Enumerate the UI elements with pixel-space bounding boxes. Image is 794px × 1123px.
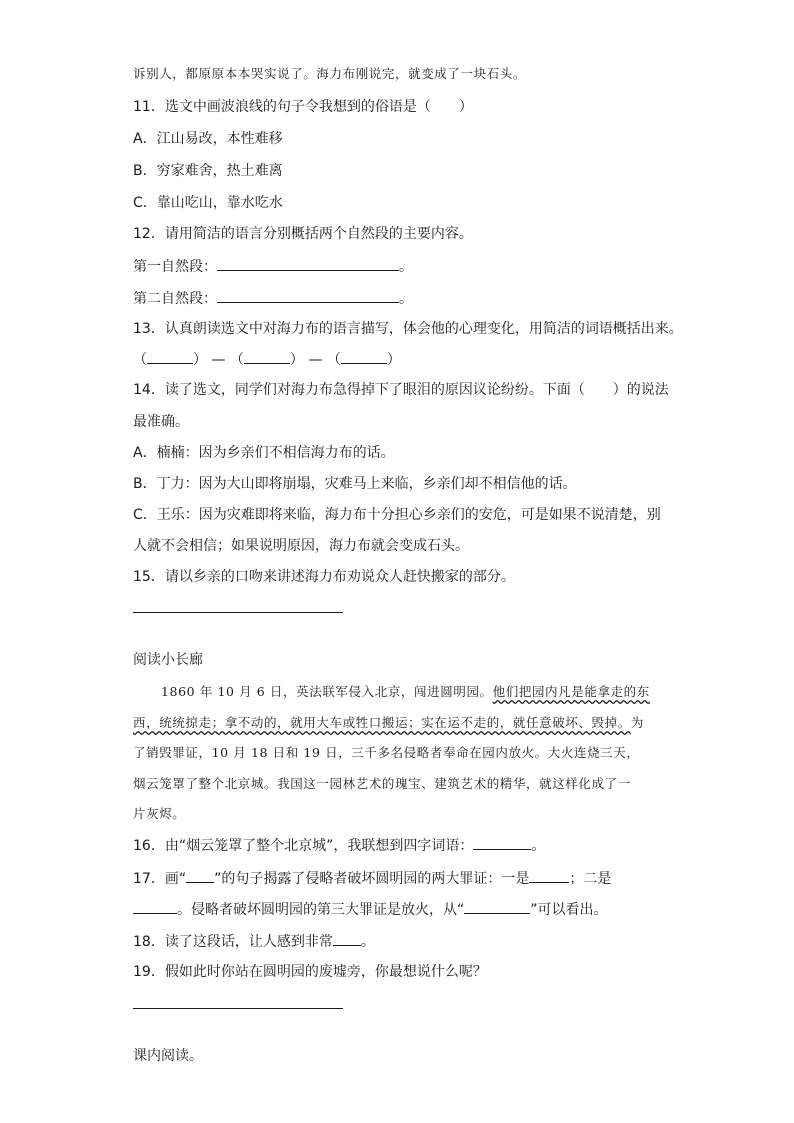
q16-blank[interactable] bbox=[473, 835, 531, 850]
q12-paragraph-1-label: 第一自然段： bbox=[133, 259, 217, 275]
q13-answer-row bbox=[133, 349, 401, 370]
q12-paragraph-2-end: 。 bbox=[399, 291, 413, 307]
q12-stem: 12．请用简洁的语言分别概括两个自然段的主要内容。 bbox=[133, 226, 473, 242]
q17-part-1: 17．画“ bbox=[133, 871, 187, 887]
q17-part-3: ；二是 bbox=[569, 871, 612, 887]
q18-row bbox=[133, 931, 375, 952]
q15-stem: 15．请以乡亲的口吻来讲述海力布劝说众人赶快搬家的部分。 bbox=[133, 569, 515, 585]
reading-passage-line-4: 烟云笼罩了整个北京城。我国这一园林艺术的瑰宝、建筑艺术的精华，就这样化成了一 bbox=[133, 776, 631, 791]
q17-blank-marker[interactable] bbox=[186, 868, 214, 883]
q19-answer-line[interactable] bbox=[133, 1008, 343, 1009]
q12-paragraph-1-blank[interactable] bbox=[217, 256, 399, 271]
q12-paragraph-2-label: 第二自然段： bbox=[133, 291, 217, 307]
q17-part-2: ”的句子揭露了侵略者破坏圆明园的两大罪证：一是 bbox=[214, 871, 530, 887]
reading-line-1-plain: 1860 年 10 月 6 日，英法联军侵入北京，闯进圆明园。 bbox=[161, 684, 493, 699]
reading-passage-line-1 bbox=[161, 682, 650, 702]
q13-open-2: （ bbox=[229, 352, 244, 368]
q13-dash-2: — bbox=[308, 352, 323, 368]
q17-row-1 bbox=[133, 868, 611, 889]
q13-blank-2[interactable] bbox=[244, 349, 290, 364]
q15-answer-line[interactable] bbox=[133, 612, 343, 613]
q19-stem: 19．假如此时你站在圆明园的废墟旁，你最想说什么呢？ bbox=[133, 964, 487, 980]
q17-blank-evidence-1[interactable] bbox=[529, 868, 569, 883]
q18-blank[interactable] bbox=[333, 931, 361, 946]
q13-blank-3[interactable] bbox=[341, 349, 387, 364]
q11-option-b: B．穷家难舍，热土难离 bbox=[133, 163, 283, 179]
reading-passage-line-3: 了销毁罪证，10 月 18 日和 19 日，三千多名侵略者奉命在园内放火。大火连烧三天， bbox=[133, 745, 640, 760]
q13-open-3: （ bbox=[326, 352, 341, 368]
q17-blank-evidence-2[interactable] bbox=[133, 899, 177, 914]
q14-option-c-line-2: 人就不会相信；如果说明原因，海力布就会变成石头。 bbox=[133, 538, 469, 554]
q12-paragraph-2 bbox=[133, 288, 413, 309]
reading-line-2-tail: 为 bbox=[630, 715, 644, 730]
q16-end: 。 bbox=[531, 838, 546, 854]
q18-stem: 18．读了这段话，让人感到非常 bbox=[133, 934, 333, 950]
q17-blank-quote[interactable] bbox=[464, 899, 530, 914]
q11-stem: 11．选文中画波浪线的句子令我想到的俗语是（ ） bbox=[133, 99, 473, 115]
q13-close-2: ） bbox=[289, 352, 304, 368]
q13-close-3: ） bbox=[386, 352, 401, 368]
q12-paragraph-1-end: 。 bbox=[399, 259, 413, 275]
q14-stem-line-1: 14．读了选文，同学们对海力布急得掉下了眼泪的原因议论纷纷。下面（ ）的说法 bbox=[133, 382, 669, 398]
reading-passage-line-5: 片灰烬。 bbox=[133, 806, 186, 821]
q13-dash-1: — bbox=[211, 352, 226, 368]
reading-passage-line-2 bbox=[133, 713, 644, 733]
q18-end: 。 bbox=[360, 934, 375, 950]
q11-option-c: C．靠山吃山，靠水吃水 bbox=[133, 195, 283, 211]
q14-option-a: A．楠楠：因为乡亲们不相信海力布的话。 bbox=[133, 445, 395, 461]
q14-stem-line-2: 最准确。 bbox=[133, 414, 189, 430]
q14-option-b: B．丁力：因为大山即将崩塌，灾难马上来临，乡亲们却不相信他的话。 bbox=[133, 476, 577, 492]
q16-stem: 16．由“烟云笼罩了整个北京城”，我联想到四字词语： bbox=[133, 838, 474, 854]
reading-line-1-wavy: 他们把园内凡是能拿走的东 bbox=[492, 684, 650, 699]
q17-part-4: 。侵略者破坏圆明园的第三大罪证是放火，从“ bbox=[177, 902, 465, 918]
q16-row bbox=[133, 835, 545, 856]
q12-paragraph-2-blank[interactable] bbox=[217, 288, 399, 303]
q11-option-a: A．江山易改，本性难移 bbox=[133, 131, 283, 147]
reading-line-2-wavy: 西，统统掠走；拿不动的，就用大车或牲口搬运；实在运不走的，就任意破坏、毁掉。 bbox=[133, 715, 631, 730]
passage-tail bbox=[133, 64, 526, 84]
q17-part-5: ”可以看出。 bbox=[530, 902, 608, 918]
q13-open-1: （ bbox=[133, 352, 147, 368]
q13-stem: 13．认真朗读选文中对海力布的语言描写，体会他的心理变化，用简洁的词语概括出来。 bbox=[133, 321, 683, 337]
passage-tail-text: 诉别人，都原原本本哭实说了。海力布刚说完，就变成了一块石头。 bbox=[133, 66, 527, 81]
q12-paragraph-1 bbox=[133, 256, 413, 277]
q13-close-1: ） bbox=[193, 352, 207, 368]
section-footer: 课内阅读。 bbox=[133, 1048, 203, 1064]
q14-option-c-line-1: C．王乐：因为灾难即将来临，海力布十分担心乡亲们的安危，可是如果不说清楚，别 bbox=[133, 507, 661, 523]
q17-row-2 bbox=[133, 899, 608, 920]
section-title-reading: 阅读小长廊 bbox=[133, 652, 203, 668]
q13-blank-1[interactable] bbox=[147, 349, 193, 364]
